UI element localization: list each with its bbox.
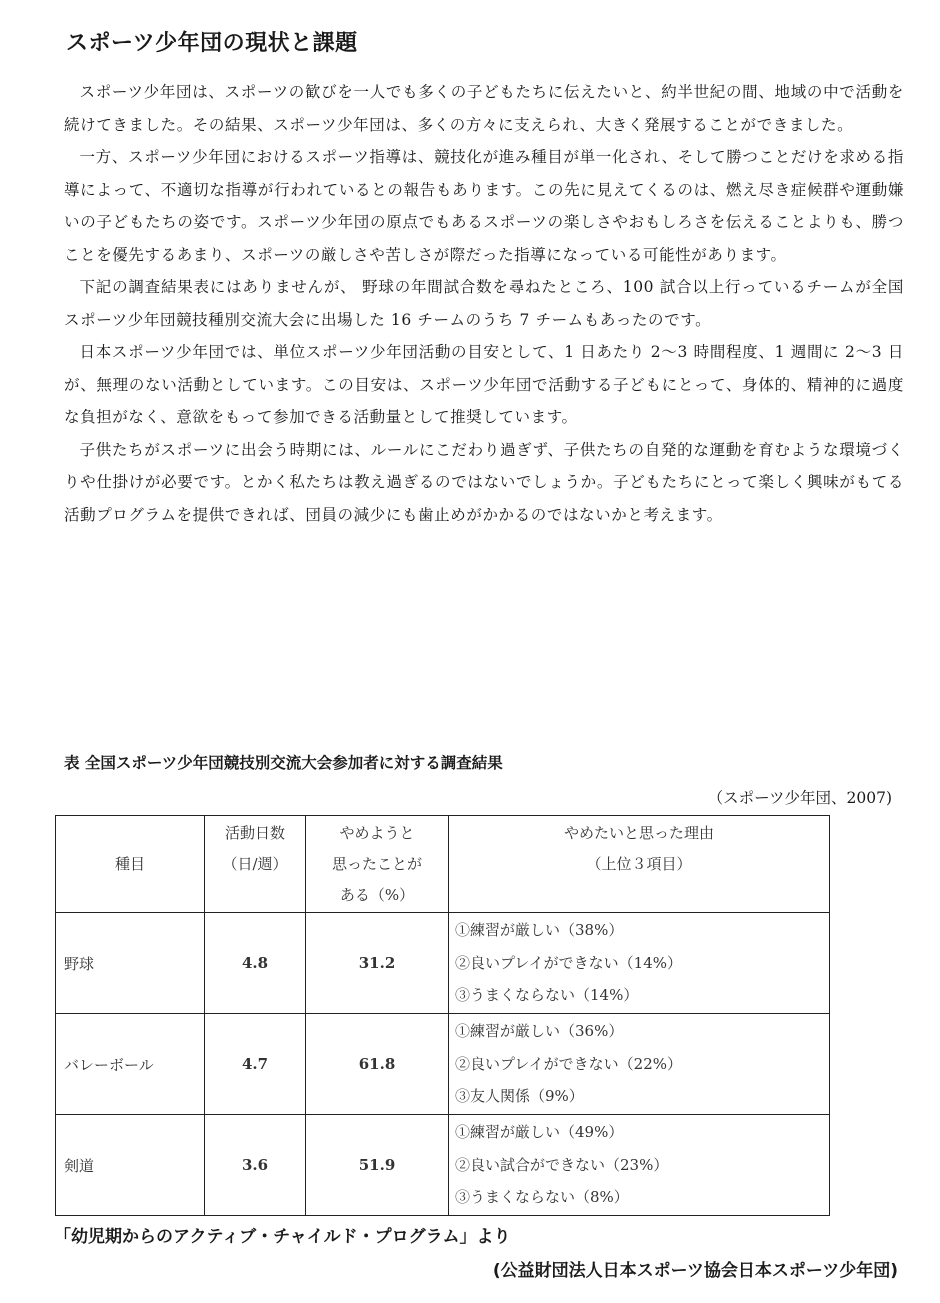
cell-quit-rate: 51.9	[306, 1115, 449, 1216]
reason-item: ③うまくならない（8%）	[455, 1188, 629, 1207]
header-line: やめたいと思った理由	[563, 823, 714, 842]
document-title: スポーツ少年団の現状と課題	[66, 31, 358, 56]
header-event-label: 種目	[114, 854, 145, 873]
cell-activity-days: 3.6	[205, 1115, 306, 1216]
reason-item: ②良い試合ができない（23%）	[455, 1155, 669, 1174]
reason-item: ②良いプレイができない（14%）	[455, 953, 682, 972]
reason-item: ①練習が厳しい（49%）	[455, 1123, 624, 1142]
paragraph: スポーツ少年団は、スポーツの歓びを一人でも多くの子どもたちに伝えたいと、約半世紀の間、地域の中で活動を続けてきました。その結果、スポーツ少年団は、多くの方々に支えられ、大きく発展することができました。	[64, 83, 904, 134]
cell-reasons	[449, 1115, 830, 1216]
table-row	[56, 1014, 830, 1115]
table-caption: 表 全国スポーツ少年団競技別交流大会参加者に対する調査結果	[64, 754, 503, 772]
reason-item: ③うまくならない（14%）	[455, 986, 639, 1005]
header-line: 思ったことが	[331, 854, 422, 873]
paragraph: 一方、スポーツ少年団におけるスポーツ指導は、競技化が進み種目が単一化され、そして勝つことだけを求める指導によって、不適切な指導が行われているとの報告もあります。この先に見えてくるのは、燃え尽き症候群や運動嫌いの子どもたちの姿です。スポーツ少年団の原点でもあるスポーツの楽しさやおもしろさを伝えることよりも、勝つことを優先するあまり、スポーツの厳しさや苦しさが際だった指導になっている可能性があります。	[64, 148, 904, 264]
header-line: 活動日数	[224, 823, 285, 842]
header-activity-days	[205, 816, 306, 913]
reason-item: ②良いプレイができない（22%）	[455, 1054, 682, 1073]
table-header-row	[56, 816, 830, 913]
header-line: やめようと	[339, 823, 415, 842]
paragraph: 下記の調査結果表にはありませんが、 野球の年間試合数を尋ねたところ、100 試合以上行っているチームが全国スポーツ少年団競技種別交流大会に出場した 16 チームのうち 7 チームもあったのです。	[64, 278, 904, 329]
cell-quit-rate: 61.8	[306, 1014, 449, 1115]
table-source: （スポーツ少年団、2007)	[707, 789, 892, 807]
table-row	[56, 913, 830, 1014]
cell-quit-rate: 31.2	[306, 913, 449, 1014]
table-row	[56, 1115, 830, 1216]
header-line: （日/週）	[222, 854, 288, 873]
cell-event: 野球	[56, 913, 205, 1014]
cell-reasons	[449, 913, 830, 1014]
source-note-publisher: (公益財団法人日本スポーツ協会日本スポーツ少年団)	[492, 1261, 898, 1281]
header-reasons	[449, 816, 830, 913]
reason-item: ③友人関係（9%）	[455, 1087, 584, 1106]
header-event	[56, 816, 205, 913]
reason-item: ①練習が厳しい（36%）	[455, 1022, 624, 1041]
reason-item: ①練習が厳しい（38%）	[455, 921, 624, 940]
header-line: ある（%）	[339, 885, 415, 904]
cell-event: 剣道	[56, 1115, 205, 1216]
cell-event: バレーボール	[56, 1014, 205, 1115]
source-note-title: 「幼児期からのアクティブ・チャイルド・プログラム」より	[54, 1227, 511, 1247]
cell-activity-days: 4.8	[205, 913, 306, 1014]
header-quit-rate	[306, 816, 449, 913]
paragraph: 子供たちがスポーツに出会う時期には、ルールにこだわり過ぎず、子供たちの自発的な運動を育むような環境づくりや仕掛けが必要です。とかく私たちは教え過ぎるのではないでしょうか。子どもたちにとって楽しく興味がもてる活動プログラムを提供できれば、団員の減少にも歯止めがかかるのではないかと考えます。	[64, 440, 904, 524]
article-body	[64, 76, 904, 531]
cell-activity-days: 4.7	[205, 1014, 306, 1115]
cell-reasons	[449, 1014, 830, 1115]
paragraph: 日本スポーツ少年団では、単位スポーツ少年団活動の目安として、1 日あたり 2〜3 時間程度、1 週間に 2〜3 日が、無理のない活動としています。この目安は、スポーツ少年団で活動する子どもにとって、身体的、精神的に過度な負担がなく、意欲をもって参加できる活動量として推奨しています。	[64, 343, 904, 426]
survey-results-table	[55, 815, 830, 1216]
header-line: （上位３項目）	[586, 854, 692, 873]
